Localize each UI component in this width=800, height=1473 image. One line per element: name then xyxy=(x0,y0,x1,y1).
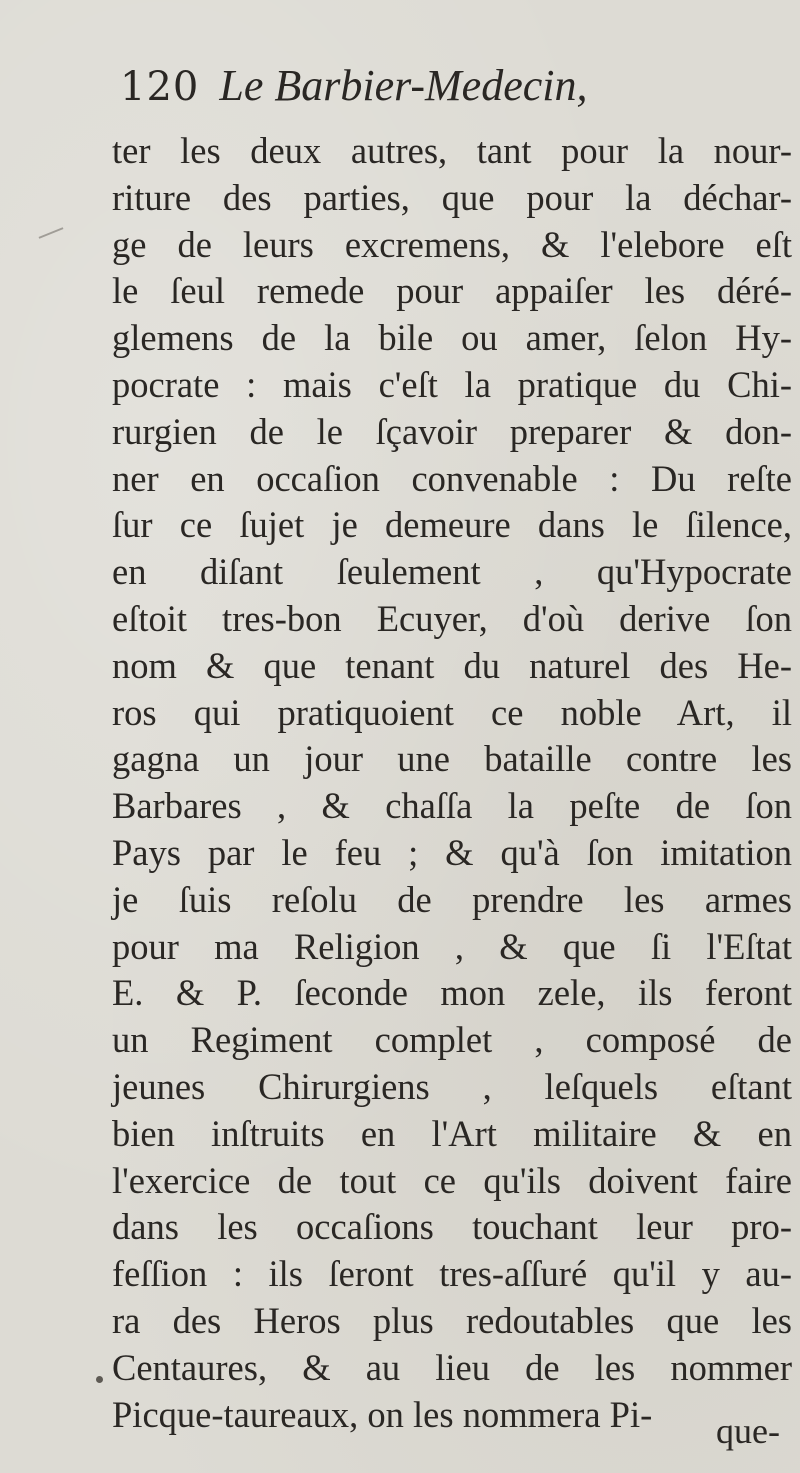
text-line: en diſant ſeulement , qu'Hypocrate xyxy=(112,551,792,593)
text-line: jeunes Chirurgiens , leſquels eſtant xyxy=(112,1065,792,1107)
text-line: Barbares , & chaſſa la peſte de ſon xyxy=(112,785,792,827)
catchword: que- xyxy=(716,1411,780,1451)
text-line: bien inſtruits en l'Art militaire & en xyxy=(112,1112,792,1154)
text-line: ter les deux autres, tant pour la nour- xyxy=(112,130,792,171)
text-line: eſtoit tres-bon Ecuyer, d'où derive ſon xyxy=(112,597,792,639)
text-line: l'exercice de tout ce qu'ils doivent faire xyxy=(112,1159,792,1201)
text-line: ros qui pratiquoient ce noble Art, il xyxy=(112,691,792,733)
text-line: feſſion : ils ſeront tres-aſſuré qu'il y au- xyxy=(112,1253,792,1295)
text-line: pour ma Religion , & que ſi l'Eſtat xyxy=(112,925,792,967)
body-text xyxy=(112,128,792,1438)
margin-ink-mark xyxy=(39,227,64,239)
page-number: 120 xyxy=(120,64,200,110)
text-line: gagna un jour une bataille contre les xyxy=(112,738,792,780)
running-title: Le Barbier-Medecin, xyxy=(219,61,588,110)
text-line: le ſeul remede pour appaiſer les déré- xyxy=(112,270,792,312)
page-header xyxy=(120,62,587,111)
text-line: pocrate : mais c'eſt la pratique du Chi- xyxy=(112,363,792,405)
text-line: dans les occaſions touchant leur pro- xyxy=(112,1206,792,1248)
text-line: nom & que tenant du naturel des He- xyxy=(112,644,792,686)
text-line: rurgien de le ſçavoir preparer & don- xyxy=(112,410,792,452)
text-line: ra des Heros plus redoutables que les xyxy=(112,1299,792,1341)
text-line: riture des parties, que pour la déchar- xyxy=(112,176,792,218)
text-line: Picque-taureaux, on les nommera Pi- xyxy=(112,1393,653,1435)
text-line: glemens de la bile ou amer, ſelon Hy- xyxy=(112,317,792,359)
text-line: Pays par le feu ; & qu'à ſon imitation xyxy=(112,831,792,873)
text-line: E. & P. ſeconde mon zele, ils feront xyxy=(112,972,792,1014)
text-line: ge de leurs excremens, & l'elebore eſt xyxy=(112,223,792,265)
margin-ink-dot xyxy=(96,1376,103,1383)
text-line: ner en occaſion convenable : Du reſte xyxy=(112,457,792,499)
text-line: je ſuis reſolu de prendre les armes xyxy=(112,878,792,920)
text-line: Centaures, & au lieu de les nommer xyxy=(112,1346,792,1388)
text-line: un Regiment complet , composé de xyxy=(112,1019,792,1061)
text-line: ſur ce ſujet je demeure dans le ſilence, xyxy=(112,504,792,546)
